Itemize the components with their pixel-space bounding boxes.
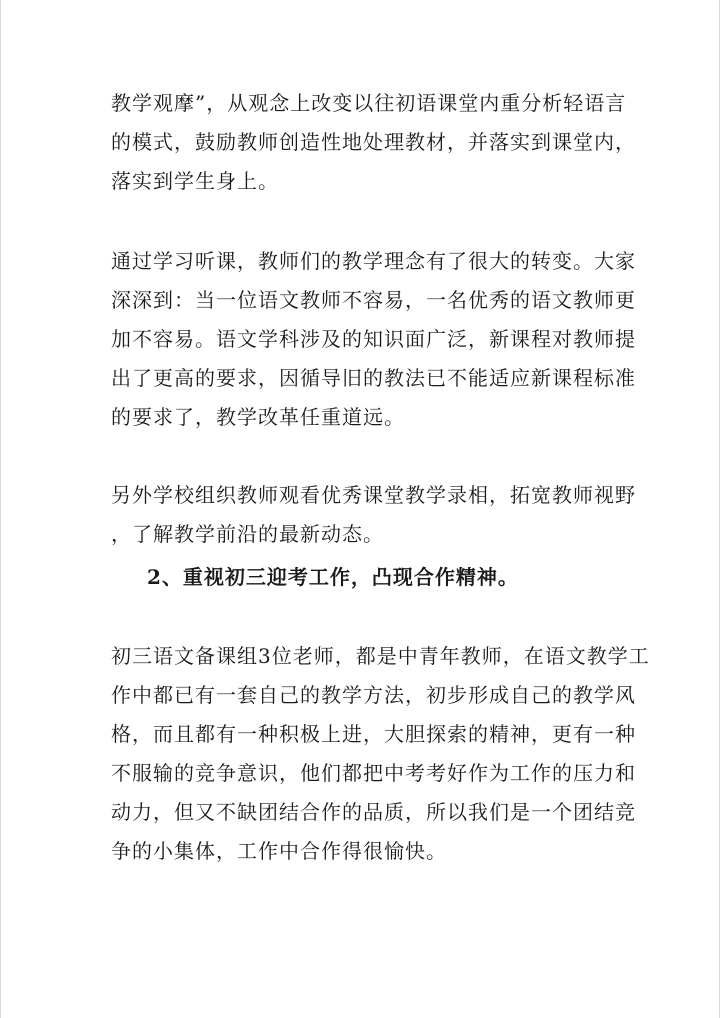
text-line: 出了更高的要求，因循导旧的教法已不能适应新课程标准 bbox=[111, 366, 636, 390]
text-line: 的要求了，教学改革任重道远。 bbox=[111, 405, 405, 429]
text-line: 落实到学生身上。 bbox=[111, 169, 279, 193]
text-line: 初三语文备课组3位老师，都是中青年教师，在语文教学工 bbox=[111, 644, 650, 668]
text-line: 动力，但又不缺团结合作的品质，所以我们是一个团结竞 bbox=[111, 800, 636, 824]
text-line: 作中都已有一套自己的教学方法，初步形成自己的教学风 bbox=[111, 683, 636, 707]
text-line: 另外学校组织教师观看优秀课堂教学录相，拓宽教师视野 bbox=[111, 483, 636, 507]
text-line: 争的小集体，工作中合作得很愉快。 bbox=[111, 839, 447, 863]
text-line: ，了解教学前沿的最新动态。 bbox=[111, 522, 384, 546]
text-line: 加不容易。语文学科涉及的知识面广泛，新课程对教师提 bbox=[111, 327, 636, 351]
text-line: 的模式，鼓励教师创造性地处理教材，并落实到课堂内， bbox=[111, 130, 636, 154]
text-line: 不服输的竞争意识，他们都把中考考好作为工作的压力和 bbox=[111, 761, 636, 785]
section-heading: 2、重视初三迎考工作，凸现合作精神。 bbox=[147, 565, 519, 589]
text-line: 格，而且都有一种积极上进，大胆探索的精神，更有一种 bbox=[111, 722, 636, 746]
text-line: 深深到：当一位语文教师不容易，一名优秀的语文教师更 bbox=[111, 288, 636, 312]
text-line: 教学观摩”，从观念上改变以往初语课堂内重分析轻语言 bbox=[111, 91, 627, 115]
text-line: 通过学习听课，教师们的教学理念有了很大的转变。大家 bbox=[111, 249, 636, 273]
